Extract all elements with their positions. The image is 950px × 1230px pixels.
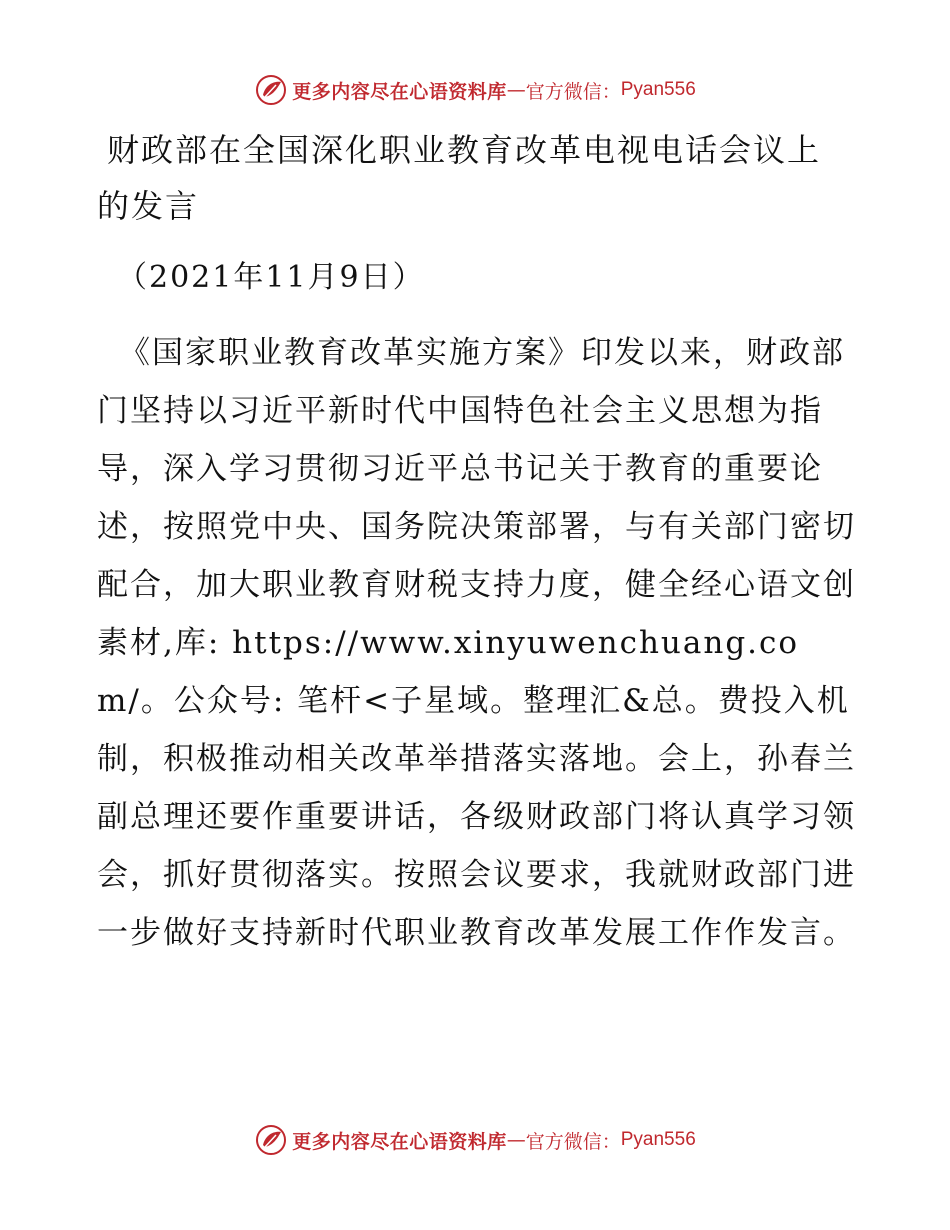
banner-separator: — (506, 79, 526, 101)
header-banner (0, 70, 950, 110)
banner-main-text: 更多内容尽在心语资料库 (292, 1130, 507, 1153)
title-line-1: 财政部在全国深化职业教育改革电视电话会议上 (107, 131, 822, 169)
document-title (97, 122, 857, 234)
document-body (97, 122, 857, 962)
banner-separator: — (506, 1129, 526, 1151)
paragraph-text: 《国家职业教育改革实施方案》印发以来，财政部门坚持以习近平新时代中国特色社会主义思想为指导，深入学习贯彻习近平总书记关于教育的重要论述，按照党中央、国务院决策部署，与有关部门密切配合，加大职业教育财税支持力度，健全经心语文创素材,库: https://www.xinyuwenchuang.com/。公众号: 笔杆<子星域。整理汇&总。费投入机制，积极推动相关改革举措落实落地。会上，孙春兰副总理还要作重要讲话，各级财政部门将认真学习领会，抓好贯彻落实。按照会议要求，我就财政部门进一步做好支持新时代职业教育改革发展工作作发言。 (97, 335, 856, 951)
banner-wechat-handle: Pyan556 (620, 79, 696, 100)
banner-wechat-label: 官方微信： (525, 1130, 621, 1153)
red-leaf-seal-icon (254, 73, 288, 107)
document-paragraph (97, 324, 857, 962)
red-leaf-seal-icon (254, 1123, 288, 1157)
banner-main-text: 更多内容尽在心语资料库 (292, 80, 507, 103)
title-line-2: 的发言 (97, 187, 200, 225)
footer-banner (0, 1120, 950, 1160)
document-date: （2021年11月9日） (117, 260, 425, 295)
banner-wechat-label: 官方微信： (525, 80, 621, 103)
banner-wechat-handle: Pyan556 (620, 1129, 696, 1150)
